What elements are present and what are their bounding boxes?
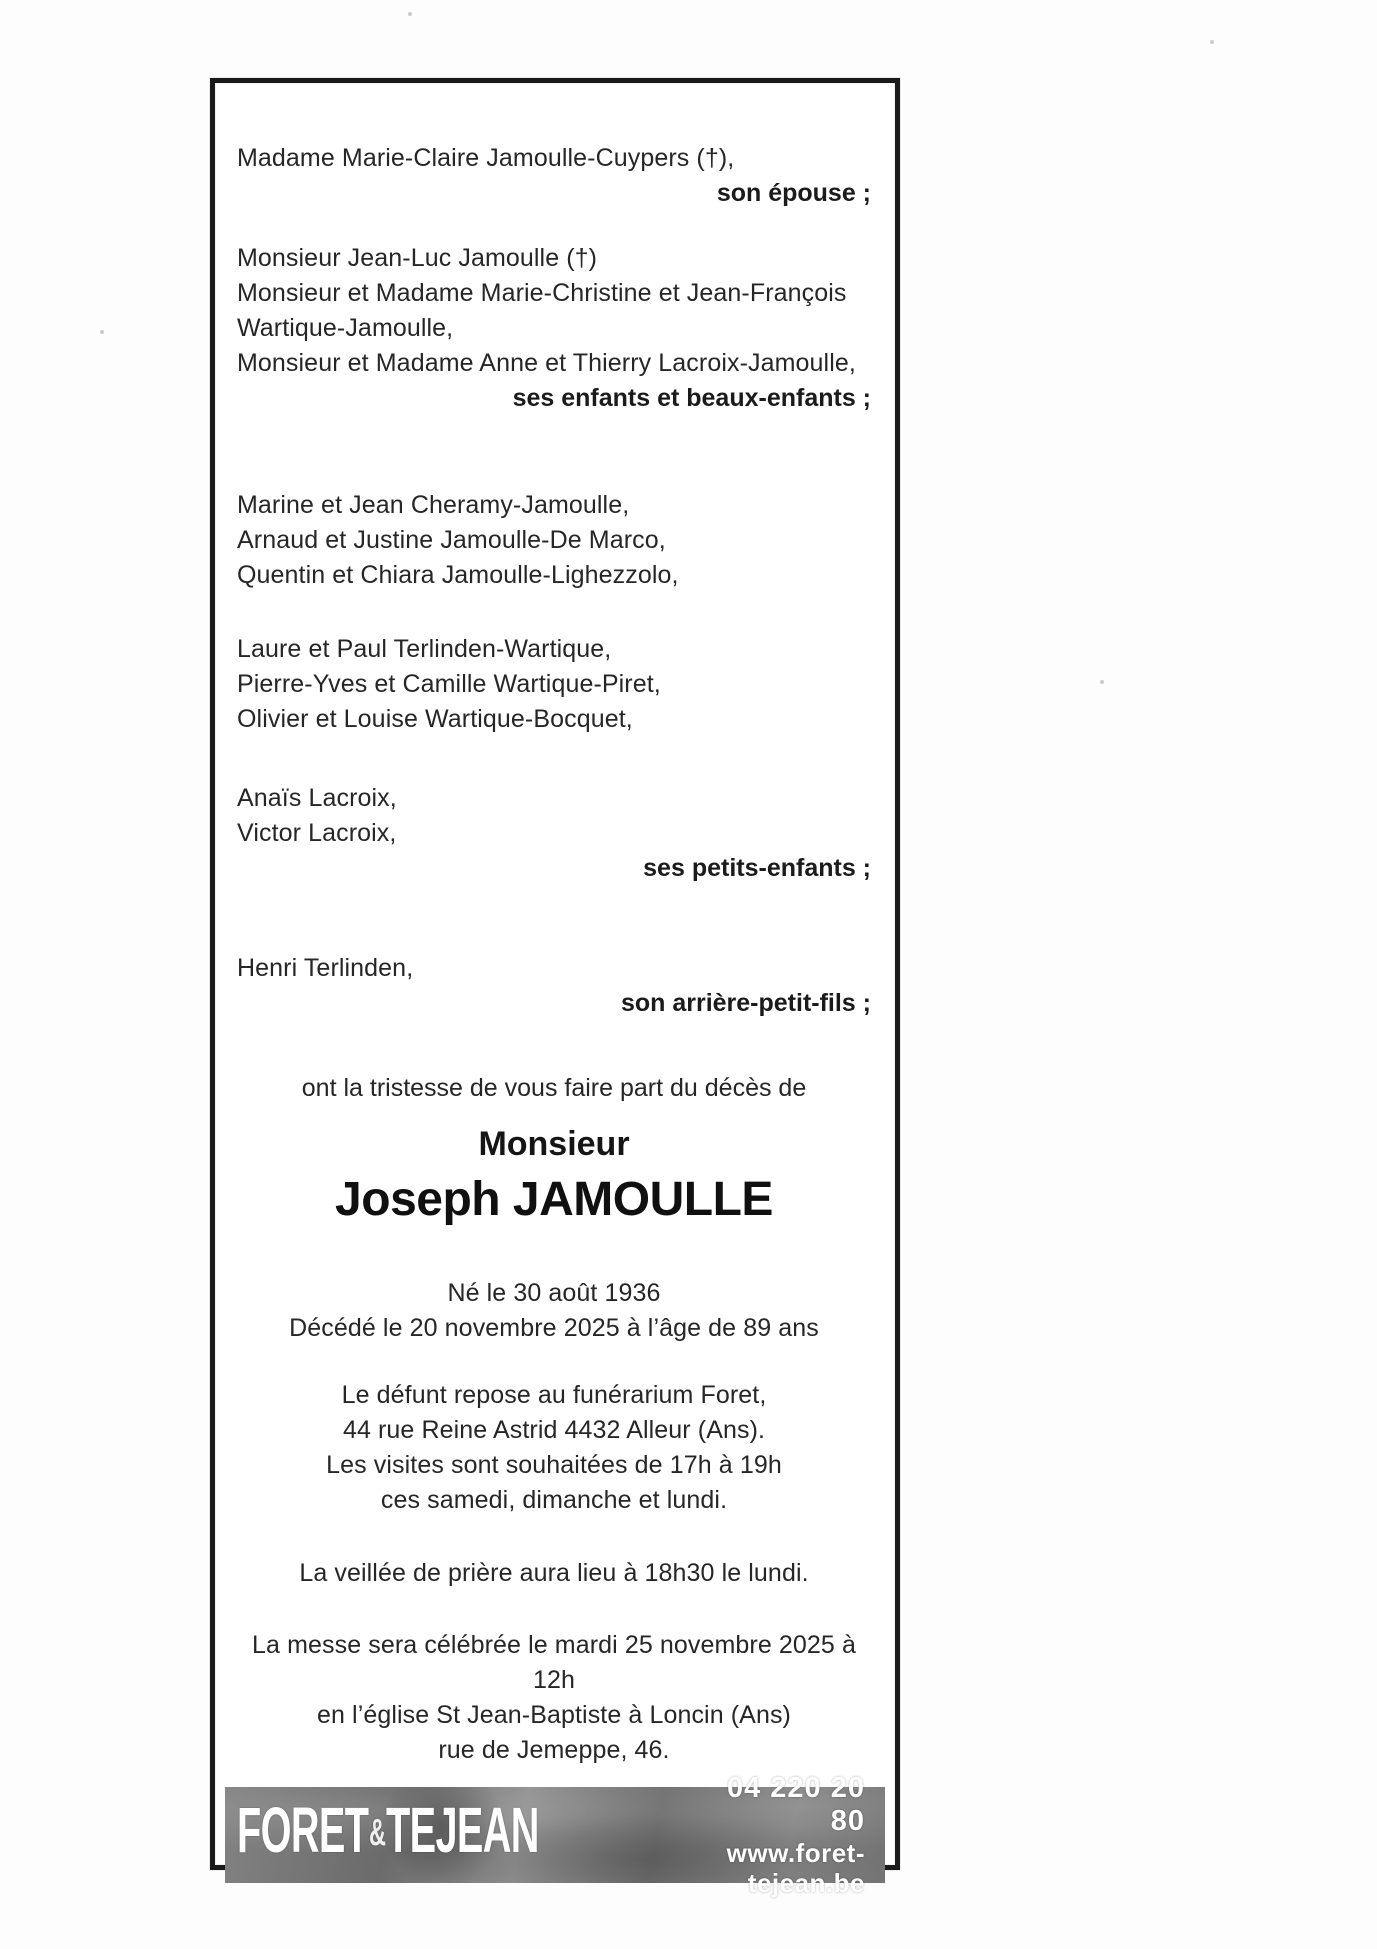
family-line: Pierre-Yves et Camille Wartique-Piret,: [237, 670, 661, 698]
family-line: Anaïs Lacroix,: [237, 784, 397, 812]
family-line: Henri Terlinden,: [237, 954, 414, 982]
repose-line: ces samedi, dimanche et lundi.: [380, 1486, 728, 1514]
logo-text-right: TEJEAN: [386, 1794, 539, 1866]
family-group-grandchildren-1: [237, 488, 871, 593]
family-line: Wartique-Jamoulle,: [237, 314, 454, 342]
relation-label-great-grandson: son arrière-petit-fils ;: [620, 989, 871, 1017]
family-line: Arnaud et Justine Jamoulle-De Marco,: [237, 526, 666, 554]
family-group-grandchildren-3: [237, 781, 871, 886]
scan-speck: [1100, 680, 1104, 684]
scan-speck: [1210, 40, 1214, 44]
mass-line: en l’église St Jean-Baptiste à Loncin (Ans): [316, 1701, 791, 1729]
repose-details: [237, 1378, 871, 1518]
vigil-line: La veillée de prière aura lieu à 18h30 le lundi.: [299, 1559, 809, 1587]
family-line: Quentin et Chiara Jamoulle-Lighezzolo,: [237, 561, 679, 589]
vigil-details: [237, 1556, 871, 1591]
death-date: Décédé le 20 novembre 2025 à l’âge de 89 ans: [289, 1314, 819, 1342]
family-group-spouse: [237, 141, 871, 211]
family-group-great-grandson: [237, 951, 871, 1021]
scan-speck: [408, 12, 412, 16]
website-url: www.foret-tejean.be: [726, 1838, 865, 1898]
relation-label-children: ses enfants et beaux-enfants ;: [512, 384, 871, 412]
logo-text-left: FORET: [237, 1794, 369, 1866]
mass-details: [237, 1628, 871, 1768]
funeral-home-contact: [724, 1772, 865, 1898]
mass-line: rue de Jemeppe, 46.: [438, 1736, 670, 1764]
repose-line: Le défunt repose au funérarium Foret,: [341, 1381, 767, 1409]
vital-dates: [237, 1276, 871, 1346]
family-line: Monsieur et Madame Anne et Thierry Lacroix-Jamoulle,: [237, 349, 856, 377]
scan-speck: [100, 330, 104, 334]
relation-label-grandchildren: ses petits-enfants ;: [643, 854, 871, 882]
family-line: Laure et Paul Terlinden-Wartique,: [237, 635, 612, 663]
ampersand-glyph: &: [368, 1812, 386, 1854]
family-line: Victor Lacroix,: [237, 819, 397, 847]
deceased-title: Monsieur: [478, 1125, 630, 1163]
deceased-name: Joseph JAMOULLE: [335, 1173, 773, 1226]
funeral-home-logo: [237, 1782, 539, 1888]
family-group-grandchildren-2: [237, 632, 871, 737]
repose-line: Les visites sont souhaitées de 17h à 19h: [326, 1451, 782, 1479]
family-line: Olivier et Louise Wartique-Bocquet,: [237, 705, 633, 733]
funeral-home-banner: [225, 1772, 885, 1898]
family-line: Monsieur et Madame Marie-Christine et Jean-François: [237, 279, 847, 307]
family-group-children: [237, 241, 871, 416]
family-line: Monsieur Jean-Luc Jamoulle (†): [237, 244, 598, 272]
announcement-text: ont la tristesse de vous faire part du décès de: [301, 1074, 807, 1102]
obituary-card: [210, 78, 900, 1898]
family-line: Madame Marie-Claire Jamoulle-Cuypers (†),: [237, 144, 735, 172]
mass-line: La messe sera célébrée le mardi 25 novembre 2025 à 12h: [252, 1631, 856, 1694]
repose-line: 44 rue Reine Astrid 4432 Alleur (Ans).: [342, 1416, 766, 1444]
phone-number: 04 220 20 80: [726, 1772, 865, 1837]
birth-date: Né le 30 août 1936: [447, 1279, 661, 1307]
family-line: Marine et Jean Cheramy-Jamoulle,: [237, 491, 630, 519]
relation-label-spouse: son épouse ;: [716, 179, 871, 207]
